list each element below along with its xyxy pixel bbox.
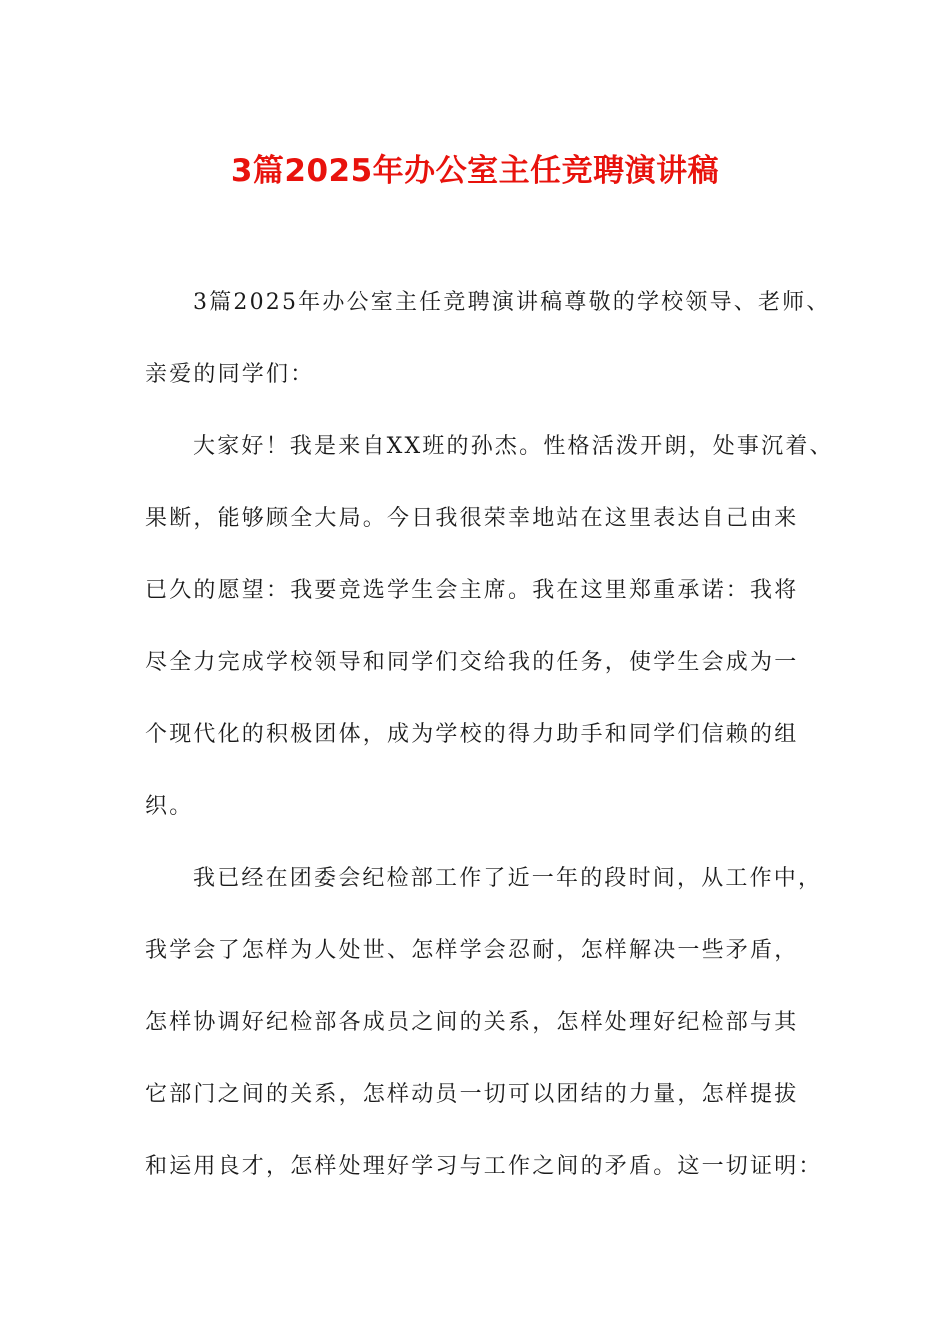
text-line: 3篇2025年办公室主任竞聘演讲稿尊敬的学校领导、老师、 — [193, 290, 831, 315]
text-line: 织。 — [145, 794, 194, 819]
text-line: 尽全力完成学校领导和同学们交给我的任务，使学生会成为一 — [145, 650, 799, 675]
text-line: 已久的愿望：我要竞选学生会主席。我在这里郑重承诺：我将 — [145, 578, 799, 603]
text-line: 它部门之间的关系，怎样动员一切可以团结的力量，怎样提拔 — [145, 1082, 799, 1107]
text-line: 果断，能够顾全大局。今日我很荣幸地站在这里表达自己由来 — [145, 506, 799, 531]
text-line: 亲爱的同学们： — [145, 362, 315, 387]
paragraph — [145, 857, 823, 1217]
text-line: 我学会了怎样为人处世、怎样学会忍耐，怎样解决一些矛盾， — [145, 938, 799, 963]
text-line: 和运用良才，怎样处理好学习与工作之间的矛盾。这一切证明： — [145, 1154, 823, 1179]
text-line: 我已经在团委会纪检部工作了近一年的段时间，从工作中， — [193, 866, 823, 891]
document-title: 3篇2025年办公室主任竞聘演讲稿 — [230, 153, 720, 189]
document-body — [145, 281, 834, 1217]
text-line: 怎样协调好纪检部各成员之间的关系，怎样处理好纪检部与其 — [145, 1010, 799, 1035]
text-line: 大家好！我是来自XX班的孙杰。性格活泼开朗，处事沉着、 — [193, 434, 834, 459]
paragraph — [145, 425, 834, 857]
paragraph — [145, 281, 831, 425]
text-line: 个现代化的积极团体，成为学校的得力助手和同学们信赖的组 — [145, 722, 799, 747]
